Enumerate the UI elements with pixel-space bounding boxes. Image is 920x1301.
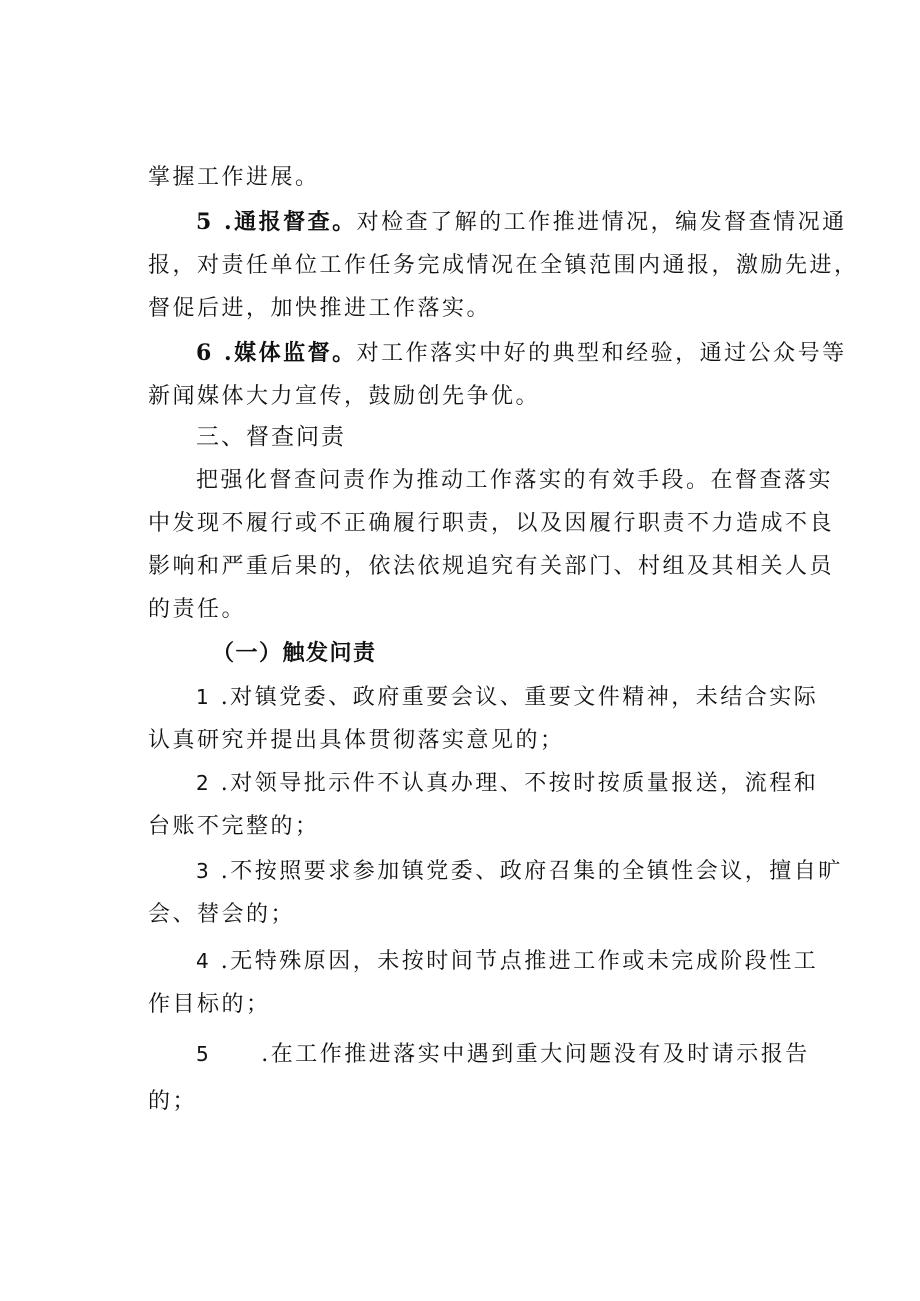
paragraph-line xyxy=(148,676,819,719)
paragraph-line: 的； xyxy=(148,1089,198,1114)
paragraph-line xyxy=(148,201,847,244)
paragraph-line: 作目标的； xyxy=(148,992,271,1017)
paragraph-line xyxy=(148,850,843,893)
paragraph-media-supervision xyxy=(148,332,847,418)
paragraph-line: 新闻媒体大力宣传，鼓励创先争优。 xyxy=(148,384,541,409)
list-item-2 xyxy=(148,762,819,848)
paragraph-line: 认真研究并提出具体贯彻落实意见的； xyxy=(148,728,565,753)
paragraph-line xyxy=(148,940,819,983)
paragraph-line: 掌握工作进展。 xyxy=(148,165,320,190)
paragraph-line: 督促后进，加快推进工作落实。 xyxy=(148,296,492,321)
item-number: 1 xyxy=(196,685,212,709)
paragraph-line xyxy=(148,1033,808,1076)
paragraph-line: 影响和严重后果的，依法依规追究有关部门、村组及其相关人员 xyxy=(148,554,835,579)
item-heading-report-supervision: 5 .通报督查。 xyxy=(196,209,357,235)
paragraph-text: 对工作落实中好的典型和经验，通过公众号等 xyxy=(356,341,847,366)
paragraph-text: .在工作推进落实中遇到重大问题没有及时请示报告 xyxy=(261,1042,810,1067)
paragraph-text: .不按照要求参加镇党委、政府召集的全镇性会议，擅自旷 xyxy=(211,859,843,884)
item-number: 2 xyxy=(196,771,212,795)
paragraph-line: 会、替会的； xyxy=(148,902,296,927)
item-heading-media-supervision: 6 .媒体监督。 xyxy=(196,340,357,366)
list-item-3 xyxy=(148,850,843,936)
paragraph-text: .无特殊原因，未按时间节点推进工作或未完成阶段性工 xyxy=(211,949,819,974)
item-number: 4 xyxy=(196,949,212,973)
paragraph-line: 报，对责任单位工作任务完成情况在全镇范围内通报，激励先进， xyxy=(148,253,859,278)
paragraph-report-supervision xyxy=(148,201,859,330)
item-number: 3 xyxy=(196,859,212,883)
paragraph-text: 对检查了解的工作推进情况，编发督查情况通 xyxy=(356,210,847,235)
paragraph-accountability-intro xyxy=(148,459,835,631)
subsection-heading-trigger: （一）触发问责 xyxy=(212,640,377,666)
item-number: 5 xyxy=(196,1042,212,1066)
paragraph-line: 把强化督查问责作为推动工作落实的有效手段。在督查落实 xyxy=(196,468,834,493)
paragraph-line xyxy=(148,762,819,805)
paragraph-line xyxy=(148,332,847,375)
paragraph-line: 中发现不履行或不正确履行职责，以及因履行职责不力造成不良 xyxy=(148,511,835,536)
paragraph-text: .对镇党委、政府重要会议、重要文件精神，未结合实际 xyxy=(211,685,819,710)
paragraph-line: 台账不完整的； xyxy=(148,814,320,839)
list-item-5 xyxy=(148,1033,808,1123)
list-item-4 xyxy=(148,940,819,1026)
paragraph-work-progress xyxy=(148,156,808,199)
paragraph-line: 的责任。 xyxy=(148,597,247,622)
list-item-1 xyxy=(148,676,819,762)
paragraph-text: .对领导批示件不认真办理、不按时按质量报送，流程和 xyxy=(211,771,819,796)
section-heading-accountability: 三、督查问责 xyxy=(196,424,346,450)
